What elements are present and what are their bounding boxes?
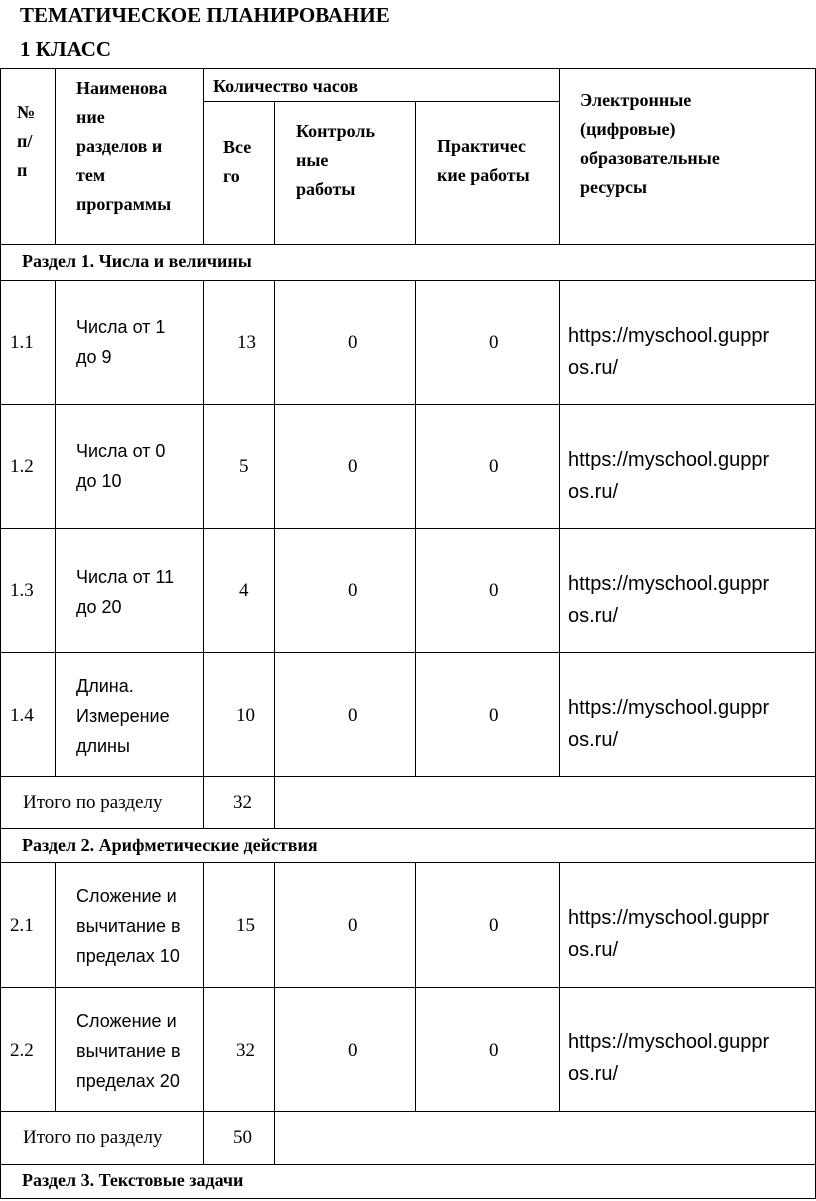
row-control: 0 (348, 915, 358, 936)
grade-title: 1 КЛАСС (20, 37, 112, 61)
section-title: Раздел 1. Числа и величины (22, 251, 252, 271)
row-number: 1.4 (10, 705, 34, 726)
header-number: № п/ п (17, 102, 36, 180)
subtotal-label: Итого по разделу (23, 1127, 163, 1148)
row-resource-link[interactable]: https://myschool.guppr os.ru/ (568, 449, 770, 503)
row-number: 1.1 (10, 332, 34, 353)
row-practical: 0 (489, 456, 499, 477)
row-number: 1.2 (10, 456, 34, 477)
row-topic: Числа от 0 до 10 (76, 441, 166, 491)
row-control: 0 (348, 1040, 358, 1061)
row-total: 10 (236, 705, 255, 726)
row-practical: 0 (489, 1040, 499, 1061)
row-practical: 0 (489, 915, 499, 936)
header-practical-works: Практичес кие работы (437, 136, 530, 185)
header-hours: Количество часов (213, 76, 359, 96)
header-section-name: Наименова ние разделов и тем программы (76, 78, 172, 214)
row-topic: Сложение и вычитание в пределах 10 (76, 886, 181, 966)
row-topic: Длина. Измерение длины (76, 676, 170, 756)
row-number: 1.3 (10, 580, 34, 601)
row-control: 0 (348, 580, 358, 601)
header-total: Все го (223, 137, 252, 186)
row-control: 0 (348, 332, 358, 353)
header-resources: Электронные (цифровые) образовательные ресурсы (580, 90, 720, 197)
row-total: 5 (239, 456, 249, 477)
row-number: 2.1 (10, 915, 34, 936)
row-topic: Сложение и вычитание в пределах 20 (76, 1011, 181, 1091)
row-resource-link[interactable]: https://myschool.guppr os.ru/ (568, 1031, 770, 1085)
section-title: Раздел 3. Текстовые задачи (22, 1170, 244, 1190)
row-practical: 0 (489, 580, 499, 601)
row-control: 0 (348, 705, 358, 726)
row-practical: 0 (489, 332, 499, 353)
row-control: 0 (348, 456, 358, 477)
row-practical: 0 (489, 705, 499, 726)
subtotal-value: 32 (233, 792, 252, 813)
subtotal-value: 50 (233, 1127, 252, 1148)
row-number: 2.2 (10, 1040, 34, 1061)
subtotal-label: Итого по разделу (23, 792, 163, 813)
section-title: Раздел 2. Арифметические действия (22, 835, 318, 855)
row-total: 4 (239, 580, 249, 601)
document-title: ТЕМАТИЧЕСКОЕ ПЛАНИРОВАНИЕ (20, 3, 390, 27)
row-total: 13 (237, 332, 256, 353)
row-resource-link[interactable]: https://myschool.guppr os.ru/ (568, 573, 770, 627)
row-total: 32 (236, 1040, 255, 1061)
row-resource-link[interactable]: https://myschool.guppr os.ru/ (568, 325, 770, 379)
header-control-works: Контроль ные работы (296, 121, 375, 199)
row-topic: Числа от 1 до 9 (76, 317, 166, 367)
row-resource-link[interactable]: https://myschool.guppr os.ru/ (568, 907, 770, 961)
row-total: 15 (236, 915, 255, 936)
row-resource-link[interactable]: https://myschool.guppr os.ru/ (568, 697, 770, 751)
row-topic: Числа от 11 до 20 (76, 567, 175, 617)
